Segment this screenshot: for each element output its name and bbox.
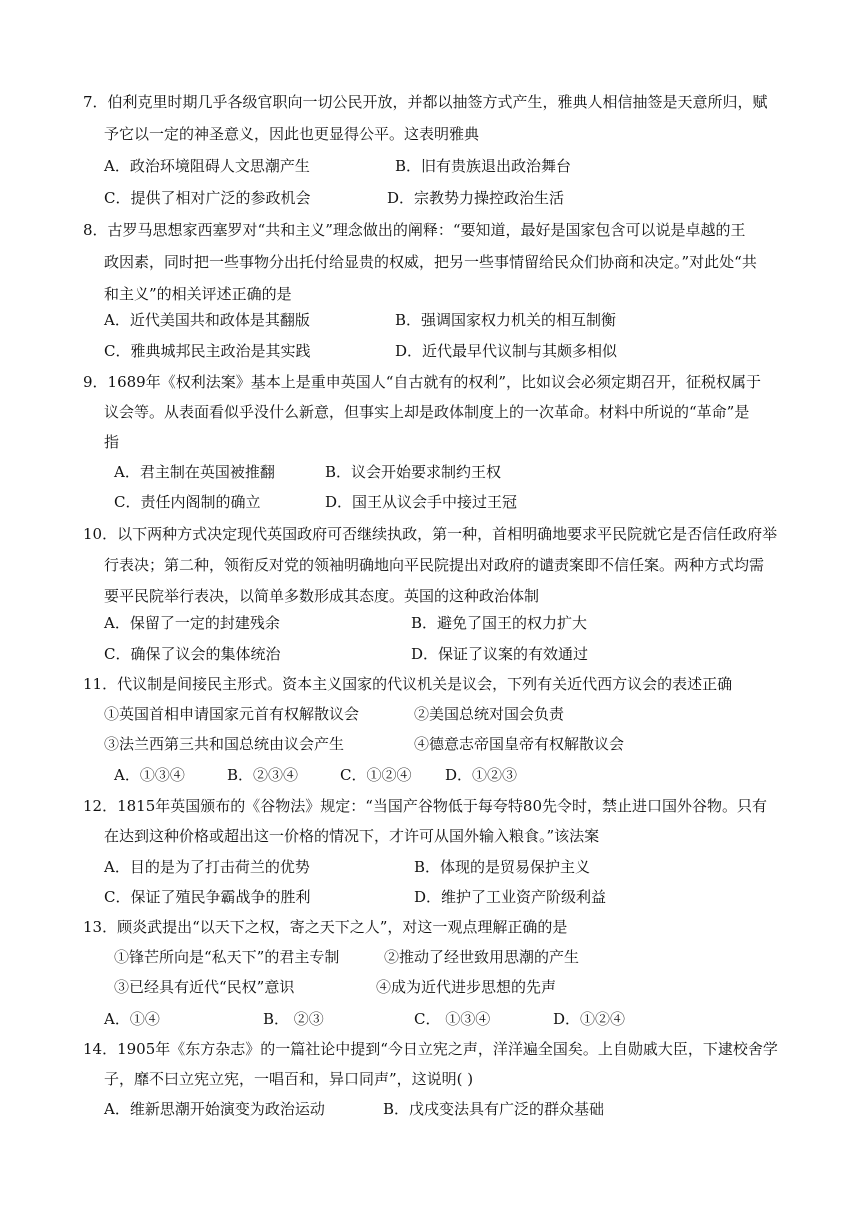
question-9-stem-line-1: 9．1689年《权利法案》基本上是重申英国人“自古就有的权利”，比如议会必须定期召开，征税权属于 xyxy=(83,373,762,391)
question-8-stem-line-1: 8．古罗马思想家西塞罗对“共和主义”理念做出的阐释：“要知道，最好是国家包含可以说是卓越的王 xyxy=(83,221,746,239)
question-11-stem-line-1: 11．代议制是间接民主形式。资本主义国家的代议机关是议会，下列有关近代西方议会的表述正确 xyxy=(83,675,733,693)
question-9-option-c[interactable]: C．责任内阁制的确立 xyxy=(114,493,261,511)
question-8-stem-line-2: 政因素，同时把一些事物分出托付给显贵的权威，把另一些事情留给民众们协商和决定。”对此处“共 xyxy=(104,253,757,271)
question-14-stem-line-2: 子，靡不曰立宪立宪，一唱百和，异口同声”，这说明( ) xyxy=(104,1070,474,1088)
question-8-option-d[interactable]: D．近代最早代议制与其颇多相似 xyxy=(395,342,618,360)
question-13-item-3: ③已经具有近代“民权”意识 xyxy=(114,978,295,996)
question-8-option-c[interactable]: C．雅典城邦民主政治是其实践 xyxy=(104,342,311,360)
question-12-option-a[interactable]: A．目的是为了打击荷兰的优势 xyxy=(104,858,310,876)
question-9-stem-line-3: 指 xyxy=(104,433,120,451)
question-14-option-a[interactable]: A．维新思潮开始演变为政治运动 xyxy=(104,1100,325,1118)
question-7-option-b[interactable]: B．旧有贵族退出政治舞台 xyxy=(395,157,572,175)
question-11-option-d[interactable]: D．①②③ xyxy=(445,766,518,784)
question-13-item-1: ①锋芒所向是“私天下”的君主专制 xyxy=(114,948,340,966)
question-11-option-b[interactable]: B．②③④ xyxy=(227,766,299,784)
question-13-option-b[interactable]: B． ②③ xyxy=(263,1010,324,1028)
question-7-stem-line-2: 予它以一定的神圣意义，因此也更显得公平。这表明雅典 xyxy=(104,125,480,143)
question-14-option-b[interactable]: B．戊戌变法具有广泛的群众基础 xyxy=(383,1100,605,1118)
question-9-option-b[interactable]: B．议会开始要求制约王权 xyxy=(325,463,502,481)
question-9-option-a[interactable]: A．君主制在英国被推翻 xyxy=(114,463,275,481)
question-9-option-d[interactable]: D．国王从议会手中接过王冠 xyxy=(325,493,518,511)
question-11-item-3: ③法兰西第三共和国总统由议会产生 xyxy=(104,735,345,753)
question-8-option-a[interactable]: A．近代美国共和政体是其翻版 xyxy=(104,311,310,329)
question-12-option-c[interactable]: C．保证了殖民争霸战争的胜利 xyxy=(104,888,311,906)
question-12-option-b[interactable]: B．体现的是贸易保护主义 xyxy=(414,858,591,876)
question-8-stem-line-3: 和主义”的相关评述正确的是 xyxy=(104,285,292,303)
question-14-stem-line-1: 14．1905年《东方杂志》的一篇社论中提到“今日立宪之声，洋洋遍全国矣。上自勋戚大臣，下逮校舍学 xyxy=(83,1040,778,1058)
question-12-option-d[interactable]: D．维护了工业资产阶级利益 xyxy=(414,888,607,906)
question-7-option-a[interactable]: A．政治环境阻碍人文思潮产生 xyxy=(104,157,310,175)
question-12-stem-line-1: 12．1815年英国颁布的《谷物法》规定：“当国产谷物低于每夸特80先令时，禁止进口国外谷物。只有 xyxy=(83,797,768,815)
question-11-item-2: ②美国总统对国会负责 xyxy=(414,705,565,723)
question-10-option-a[interactable]: A．保留了一定的封建残余 xyxy=(104,614,280,632)
question-13-option-c[interactable]: C． ①③④ xyxy=(414,1010,491,1028)
question-13-item-4: ④成为近代进步思想的先声 xyxy=(376,978,557,996)
question-8-option-b[interactable]: B．强调国家权力机关的相互制衡 xyxy=(395,311,617,329)
question-11-item-4: ④德意志帝国皇帝有权解散议会 xyxy=(414,735,625,753)
question-9-stem-line-2: 议会等。从表面看似乎没什么新意，但事实上却是政体制度上的一次革命。材料中所说的“革命”是 xyxy=(104,403,750,421)
question-11-item-1: ①英国首相申请国家元首有权解散议会 xyxy=(104,705,360,723)
question-11-option-c[interactable]: C．①②④ xyxy=(340,766,412,784)
question-7-option-c[interactable]: C．提供了相对广泛的参政机会 xyxy=(104,189,311,207)
question-7-option-d[interactable]: D．宗教势力操控政治生活 xyxy=(387,189,565,207)
question-7-stem-line-1: 7．伯利克里时期几乎各级官职向一切公民开放，并都以抽签方式产生，雅典人相信抽签是天意所归，赋 xyxy=(83,93,768,111)
question-10-option-d[interactable]: D．保证了议案的有效通过 xyxy=(411,645,589,663)
question-13-option-a[interactable]: A．①④ xyxy=(104,1010,160,1028)
question-11-option-a[interactable]: A．①③④ xyxy=(114,766,185,784)
question-10-stem-line-1: 10．以下两种方式决定现代英国政府可否继续执政，第一种，首相明确地要求平民院就它是否信任政府举 xyxy=(83,525,778,543)
question-13-item-2: ②推动了经世致用思潮的产生 xyxy=(384,948,580,966)
question-12-stem-line-2: 在达到这种价格或超出这一价格的情况下，才许可从国外输入粮食。”该法案 xyxy=(104,827,600,845)
question-13-option-d[interactable]: D．①②④ xyxy=(553,1010,626,1028)
question-10-option-b[interactable]: B．避免了国王的权力扩大 xyxy=(411,614,588,632)
question-13-stem-line-1: 13．顾炎武提出“以天下之权，寄之天下之人”，对这一观点理解正确的是 xyxy=(83,918,568,936)
question-10-stem-line-2: 行表决；第二种，领衔反对党的领袖明确地向平民院提出对政府的谴责案即不信任案。两种方式均需 xyxy=(104,556,765,574)
question-10-option-c[interactable]: C．确保了议会的集体统治 xyxy=(104,645,281,663)
question-10-stem-line-3: 要平民院举行表决，以简单多数形成其态度。英国的这种政治体制 xyxy=(104,587,540,605)
